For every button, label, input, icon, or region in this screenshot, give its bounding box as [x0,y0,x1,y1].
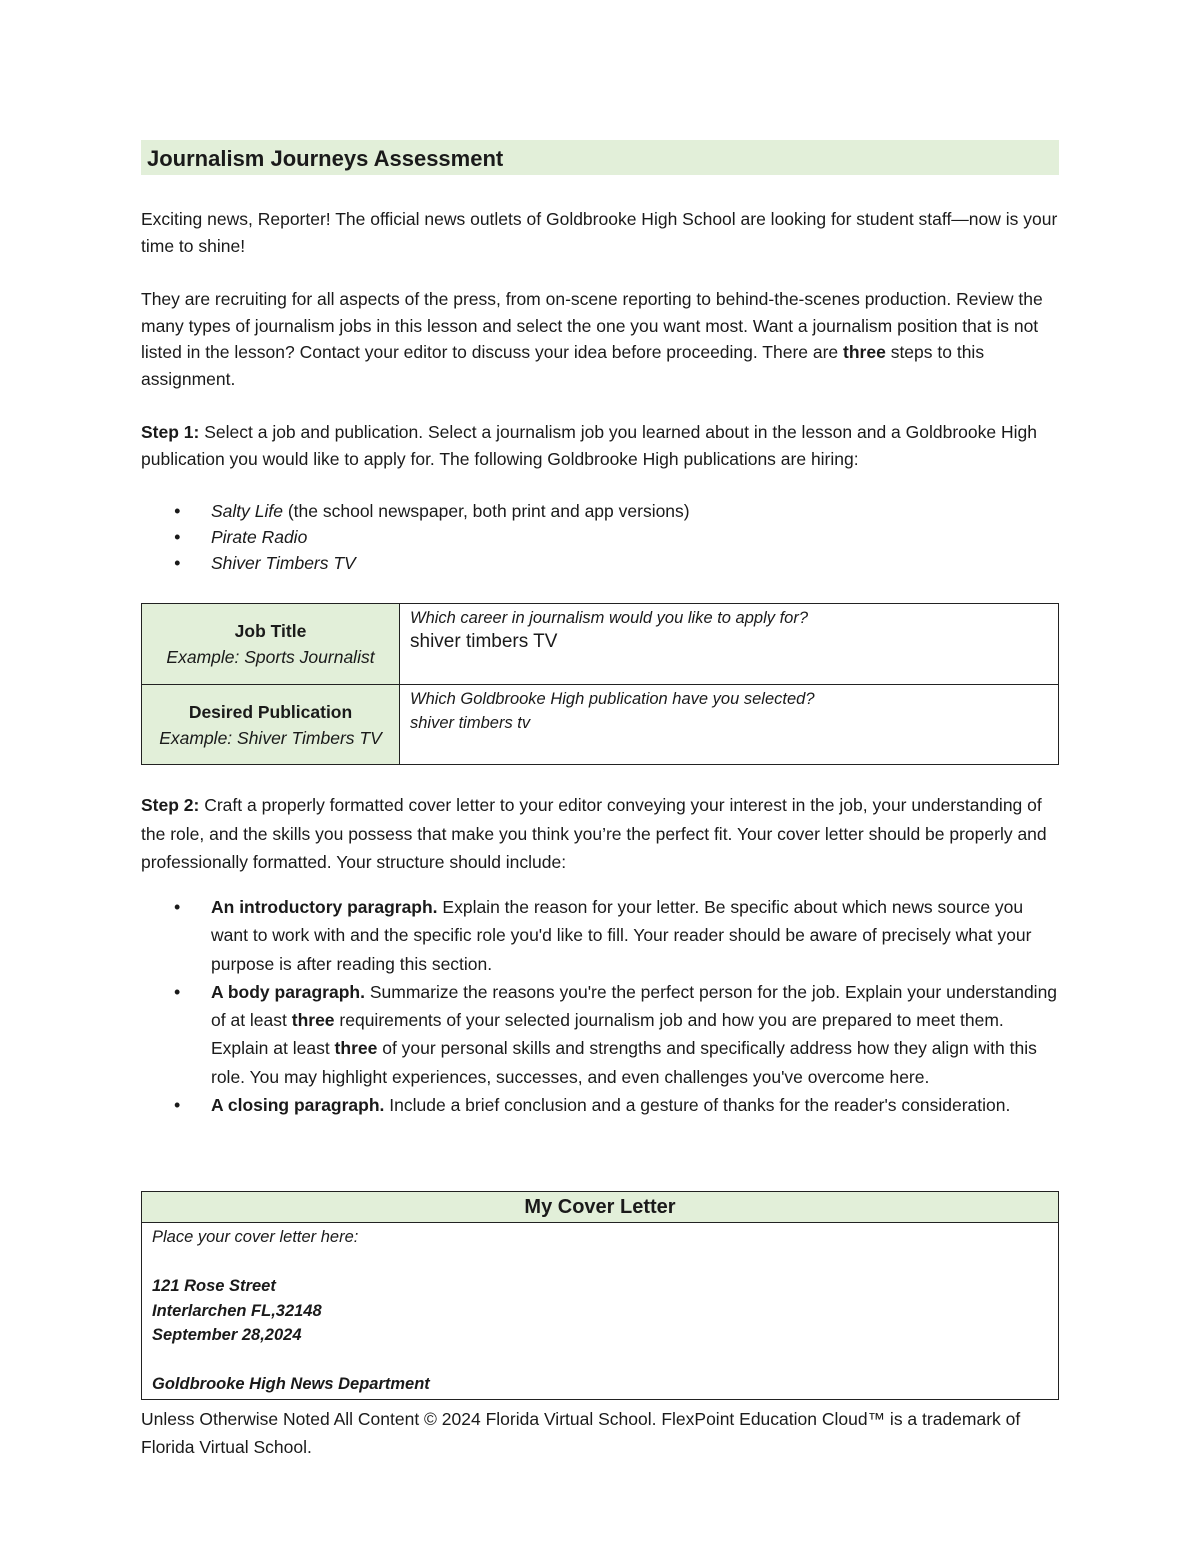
requirement-title: A body paragraph. [211,981,365,1002]
table-row [142,604,1059,685]
list-item [141,524,1059,550]
intro-p2-text-b: steps to this assignment. [141,342,985,389]
list-item [141,978,1059,1091]
cover-letter-line[interactable]: September 28,2024 [152,1326,302,1344]
requirement-text: of your personal skills and strengths and specifically address how they align with this role. You may highlight experiences, successes, and even challenges you've overcome here. [211,1038,1037,1087]
step2-text: Craft a properly formatted cover letter to your editor conveying your interest in the job, your understanding of the role, and the skills you possess that make you think you’re the perfect fit. Your cover letter should be properly and professionally formatted. Your structure should include: [141,795,1047,873]
cover-letter-body[interactable] [142,1223,1059,1400]
publication-name: Salty Life [211,501,283,521]
job-title-label-cell [142,604,400,685]
cover-letter-line[interactable]: 121 Rose Street [152,1277,276,1295]
publication-label: Desired Publication [188,701,353,722]
job-selection-table [141,603,1059,765]
requirement-emphasis: three [334,1038,378,1059]
publication-prompt: Which Goldbrooke High publication have you selected? [410,690,815,708]
step1-label: Step 1: [141,422,200,442]
footer-copyright: Unless Otherwise Noted All Content © 2024 Florida Virtual School. FlexPoint Education Cloud™ is a trademark of Florida Virtual School. [141,1409,1021,1457]
list-item [141,498,1059,524]
requirement-text: Include a brief conclusion and a gesture of thanks for the reader's consideration. [384,1095,1011,1116]
job-title-prompt: Which career in journalism would you like to apply for? [410,609,809,627]
cover-letter-prompt: Place your cover letter here: [152,1228,359,1246]
table-row [142,685,1059,765]
requirement-text: Explain the reason for your letter. Be specific about which news source you want to work with and the specific role you'd like to fill. Your reader should be aware of precisely what your purpose is after reading this section. [211,897,1032,974]
cover-letter-heading: My Cover Letter [142,1192,1059,1223]
intro-p2-text-a: They are recruiting for all aspects of the press, from on-scene reporting to behind-the-scenes production. Review the many types of journalism jobs in this lesson and select the one you want most. Want a journalism position that is not listed in the lesson? Contact your editor to discuss your idea before proceeding. There are [141,289,1043,362]
intro-paragraph-1: Exciting news, Reporter! The official news outlets of Goldbrooke High School are looking for student staff—now is your time to shine! [141,209,1058,256]
publication-list [141,498,1059,576]
job-title-label: Job Title [234,621,307,641]
requirement-title: An introductory paragraph. [211,897,438,917]
step1-paragraph [141,419,1059,472]
requirement-emphasis: three [291,1010,335,1031]
step1-text: Select a job and publication. Select a journalism job you learned about in the lesson and a Goldbrooke High publication you would like to apply for. The following Goldbrooke High publications are hiring: [141,422,1037,469]
step2-label: Step 2: [141,795,200,815]
step2-paragraph [141,791,1059,877]
publication-example: Example: Shiver Timbers TV [159,727,382,748]
publication-suffix: (the school newspaper, both print and app versions) [282,501,690,521]
list-item [141,550,1059,576]
requirement-text: Summarize the reasons you're the perfect person for the job. Explain your understanding of at least [211,981,1058,1031]
requirement-title: A closing paragraph. [211,1095,385,1116]
requirement-text: requirements of your selected journalism job and how you are prepared to meet them. Explain at least [211,1010,1004,1059]
cover-letter-line[interactable] [152,1348,1048,1373]
job-title-answer[interactable]: shiver timbers TV [410,631,558,652]
cover-letter-blank-line [152,1250,1048,1275]
table-row [142,1192,1059,1223]
publication-answer-cell[interactable] [400,685,1059,765]
list-item [141,893,1059,978]
intro-p2-bold: three [843,342,886,362]
intro-paragraph-2 [141,286,1059,392]
table-row [142,1223,1059,1400]
cover-letter-line[interactable]: Goldbrooke High News Department [152,1375,430,1393]
publication-label-cell [142,685,400,765]
publication-name: Pirate Radio [211,527,308,547]
page-title: Journalism Journeys Assessment [141,140,1059,175]
cover-letter-table [141,1191,1059,1400]
list-item [141,1091,1059,1119]
requirements-list [141,893,1059,1119]
cover-letter-line[interactable]: Interlarchen FL,32148 [152,1301,322,1320]
publication-name: Shiver Timbers TV [211,553,356,573]
job-title-example: Example: Sports Journalist [166,647,375,667]
publication-answer[interactable]: shiver timbers tv [410,714,531,732]
job-title-answer-cell[interactable] [400,604,1059,685]
